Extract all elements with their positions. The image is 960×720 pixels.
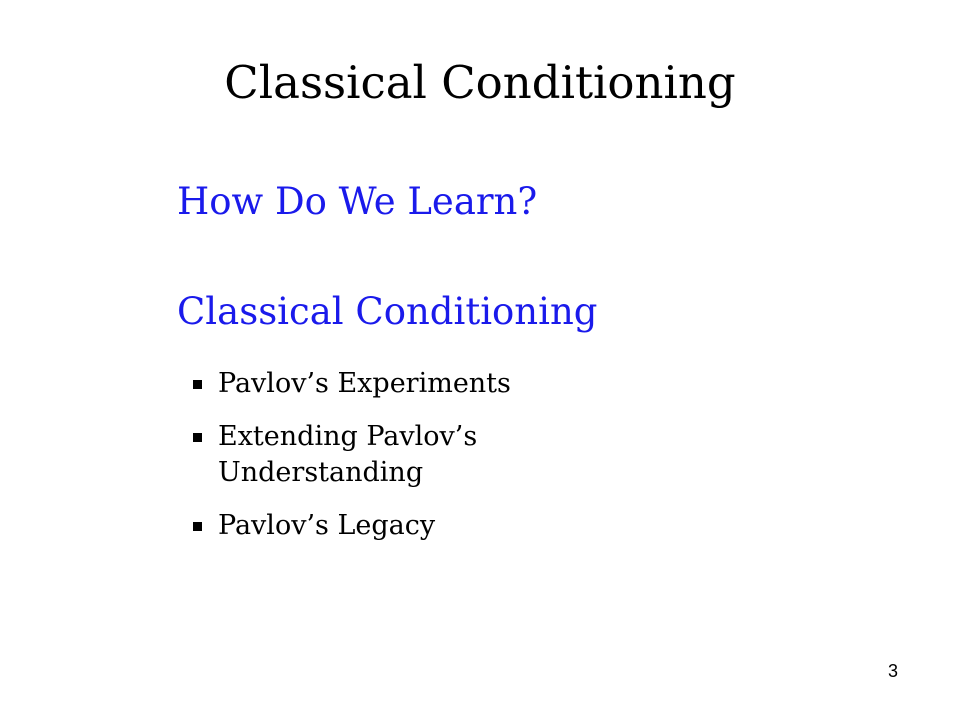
- square-bullet-icon: [193, 433, 202, 442]
- heading-how-do-we-learn: How Do We Learn?: [177, 180, 538, 223]
- square-bullet-icon: [193, 380, 202, 389]
- bullet-text: Extending Pavlov’s Understanding: [218, 421, 478, 488]
- page-number: 3: [887, 661, 898, 681]
- bullet-item: [190, 419, 610, 491]
- bullet-item: [190, 508, 610, 544]
- bullet-item: [190, 366, 610, 402]
- square-bullet-icon: [193, 522, 202, 531]
- bullet-text: Pavlov’s Experiments: [218, 368, 511, 399]
- bullet-text: Pavlov’s Legacy: [218, 510, 436, 541]
- heading-classical-conditioning: Classical Conditioning: [177, 290, 598, 333]
- slide-title: Classical Conditioning: [224, 56, 736, 109]
- bullet-list: [190, 366, 610, 561]
